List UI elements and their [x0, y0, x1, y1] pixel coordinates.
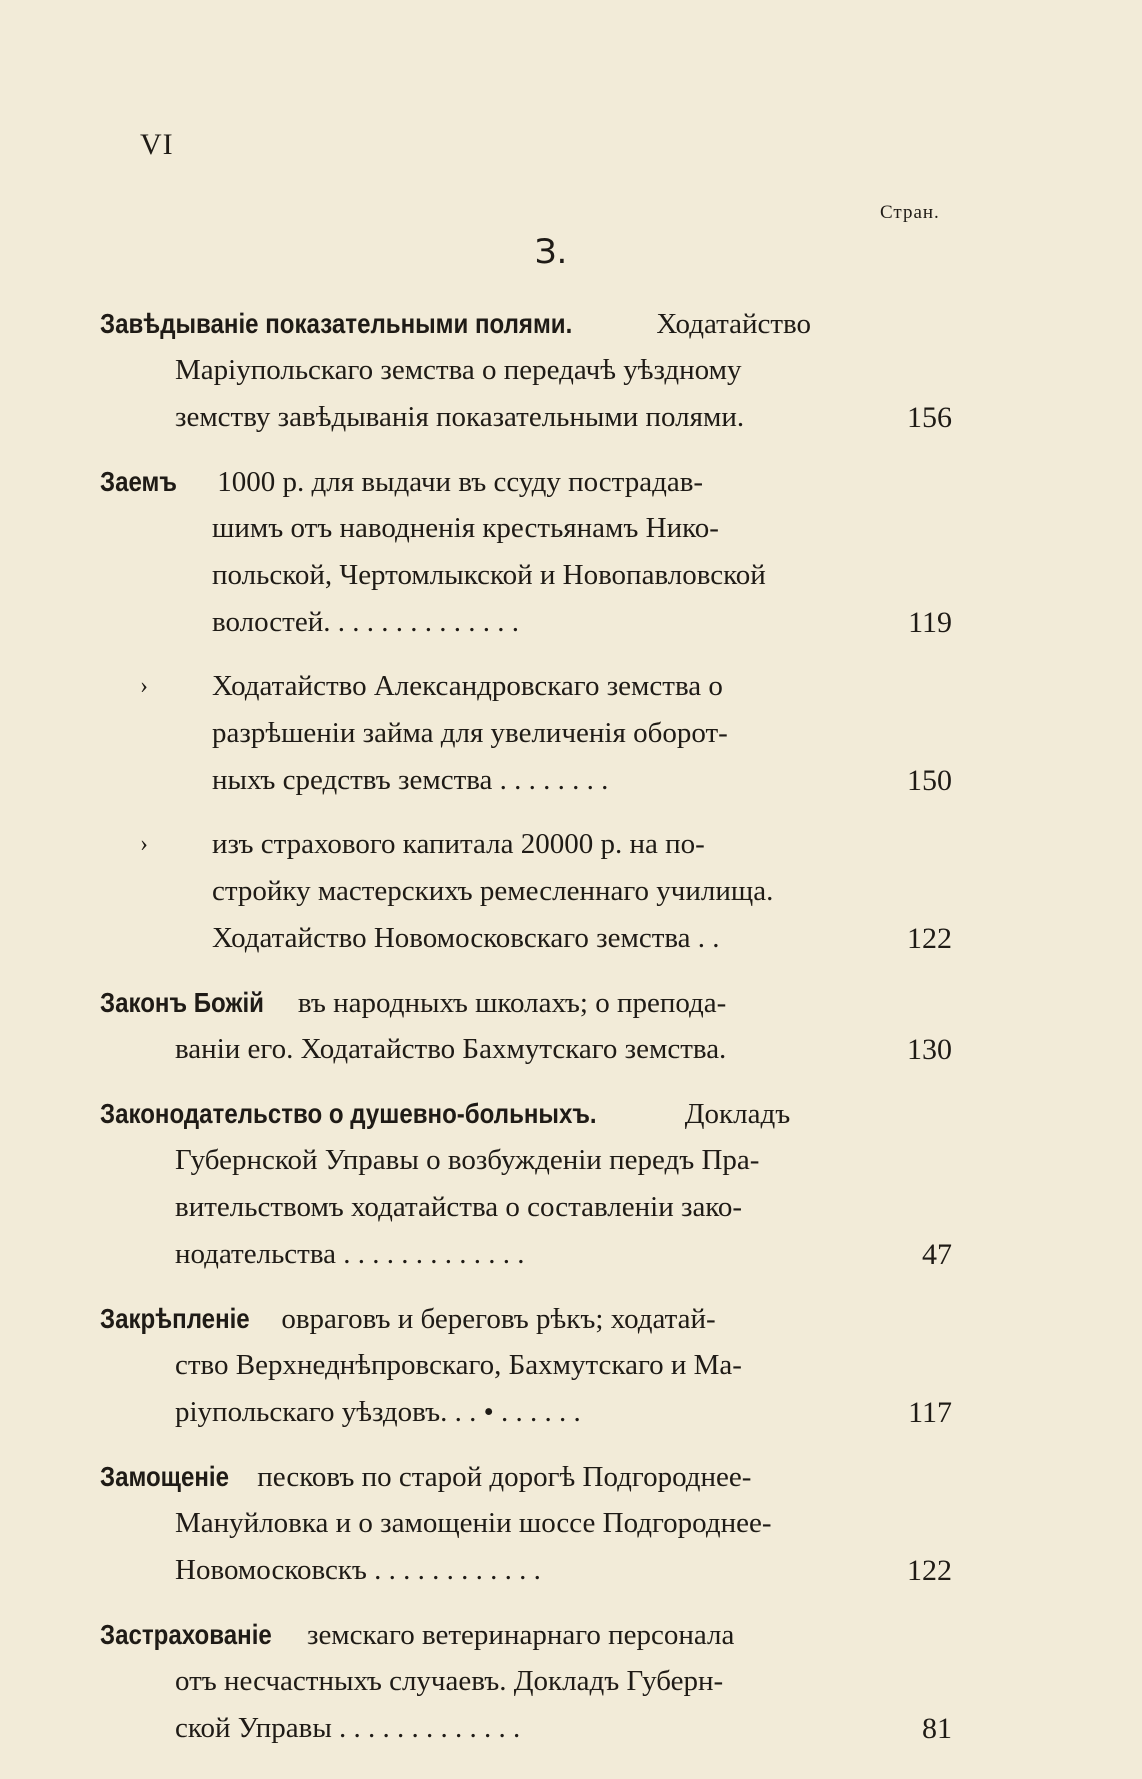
index-entry	[0, 663, 1142, 804]
entry-text-line: Докладъ	[684, 1098, 791, 1130]
entry-page-number: 119	[908, 606, 952, 639]
entry-text-line: изъ страхового капитала 20000 р. на по-	[212, 828, 705, 860]
entry-text-line: Ходатайство	[656, 308, 812, 340]
entry-text-line: овраговъ и береговъ рѣкъ; ходатай-	[281, 1303, 716, 1335]
entry-text-line: стройку мастерскихъ ремесленнаго училища.	[212, 875, 774, 907]
entry-page-number: 156	[907, 401, 952, 434]
entry-text-line: отъ несчастныхъ случаевъ. Докладъ Губерн-	[175, 1665, 724, 1697]
entry-page-number: 122	[907, 922, 952, 955]
entry-text-line: волостей. . . . . . . . . . . . . .	[212, 606, 519, 638]
entry-heading: Заемъ	[100, 466, 177, 497]
entry-page-number: 81	[922, 1712, 952, 1745]
index-entry	[0, 1090, 1142, 1278]
entry-page-number: 150	[907, 764, 952, 797]
index-entry	[0, 1611, 1142, 1752]
entry-text-line: разрѣшеніи займа для увеличенія оборот-	[212, 717, 728, 749]
index-entry	[0, 821, 1142, 962]
entry-text-line: Ходатайство Александровскаго земства о	[212, 670, 723, 702]
index-entry	[0, 979, 1142, 1073]
entry-text-line: ской Управы . . . . . . . . . . . . .	[175, 1712, 521, 1744]
entry-heading: Замощеніе	[100, 1461, 230, 1492]
entry-text-line: ство Верхнеднѣпровскаго, Бахмутскаго и Ма-	[175, 1349, 742, 1381]
entry-text-line: ріупольскаго уѣздовъ. . . • . . . . . .	[175, 1396, 581, 1428]
entry-heading: Завѣдываніе показательными полями.	[100, 308, 573, 339]
entry-text-line: вительствомъ ходатайства о составленіи зако-	[175, 1191, 743, 1223]
entry-text-line: шимъ отъ наводненія крестьянамъ Нико-	[212, 512, 719, 544]
entry-text-line: Ходатайство Новомосковскаго земства . .	[212, 922, 720, 954]
index-entry	[0, 300, 1142, 441]
entry-text-line: Новомосковскъ . . . . . . . . . . . .	[175, 1554, 541, 1586]
entry-text-line: Мануйловка и о замощеніи шоссе Подгороднее-	[175, 1507, 772, 1539]
entry-text-line: ваніи его. Ходатайство Бахмутскаго земства.	[175, 1033, 727, 1065]
ditto-marker: ›	[140, 831, 148, 857]
entry-text-line: въ народныхъ школахъ; о препода-	[297, 987, 727, 1019]
entry-text-line: ныхъ средствъ земства . . . . . . . .	[212, 764, 609, 796]
entry-page-number: 47	[922, 1238, 952, 1271]
entry-text-line: 1000 р. для выдачи въ ссуду пострадав-	[217, 466, 704, 498]
index-entry	[0, 1295, 1142, 1436]
entry-text-line: песковъ по старой дорогѣ Подгороднее-	[257, 1461, 752, 1493]
entry-text-line: Губернской Управы о возбужденіи передъ Пра-	[175, 1144, 760, 1176]
entry-text-line: земству завѣдыванія показательными полями.	[175, 401, 745, 433]
entry-heading: Застрахованіе	[100, 1619, 272, 1650]
entry-text-line: нодательства . . . . . . . . . . . . .	[175, 1238, 525, 1270]
entry-page-number: 122	[907, 1554, 952, 1587]
page-number: VI	[140, 128, 174, 161]
index-entries	[0, 300, 1142, 1769]
index-entry	[0, 1453, 1142, 1594]
entry-text-line: польской, Чертомлыкской и Новопавловской	[212, 559, 766, 591]
entry-page-number: 117	[908, 1396, 952, 1429]
entry-heading: Закрѣпленіе	[100, 1303, 250, 1334]
entry-heading: Законодательство о душевно-больныхъ.	[100, 1098, 597, 1129]
page-column-label: Стран.	[880, 202, 940, 223]
entry-heading: Законъ Божій	[100, 987, 264, 1018]
section-letter: З.	[534, 232, 568, 272]
entry-text-line: земскаго ветеринарнаго персонала	[306, 1619, 735, 1651]
entry-page-number: 130	[907, 1033, 952, 1066]
entry-text-line: Маріупольскаго земства о передачѣ уѣздному	[175, 354, 742, 386]
index-entry	[0, 458, 1142, 646]
ditto-marker: ›	[140, 673, 148, 699]
